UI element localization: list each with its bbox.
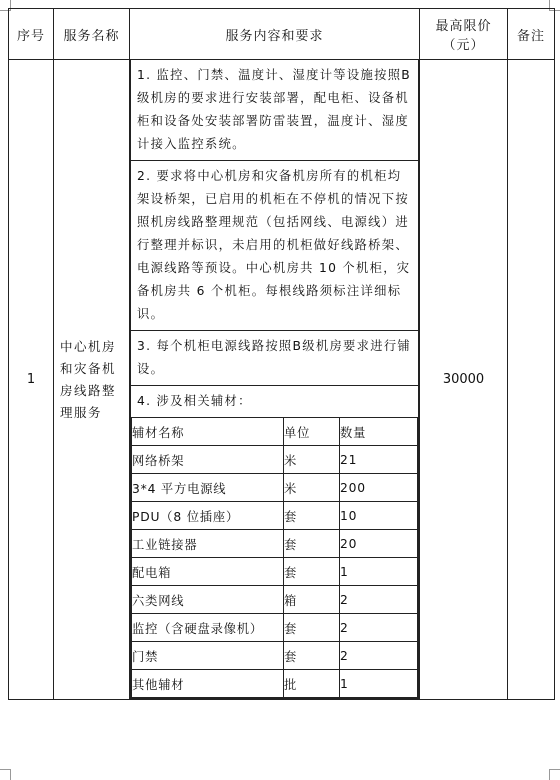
material-qty: 21 [340, 446, 418, 474]
material-row [132, 446, 418, 474]
content-item-4: 4. 涉及相关辅材： [131, 386, 419, 418]
material-name: 配电箱 [132, 558, 284, 586]
material-qty: 1 [340, 558, 418, 586]
header-remark: 备注 [508, 9, 555, 60]
material-name: 门禁 [132, 642, 284, 670]
row-seq: 1 [9, 60, 54, 700]
header-max-price [420, 9, 508, 60]
material-row [132, 642, 418, 670]
crop-mark-bottom-left [0, 769, 11, 780]
material-unit: 套 [284, 502, 340, 530]
crop-mark-bottom-right [549, 769, 560, 780]
material-row [132, 558, 418, 586]
material-unit: 箱 [284, 586, 340, 614]
materials-table [131, 418, 418, 698]
material-name: 六类网线 [132, 586, 284, 614]
material-row [132, 670, 418, 698]
document-page [8, 8, 555, 700]
header-service-name: 服务名称 [54, 9, 130, 60]
content-item-1: 1. 监控、门禁、温度计、湿度计等设施按照B级机房的要求进行安装部署，配电柜、设备机柜和设备处安装部署防雷装置，温度计、湿度计接入监控系统。 [131, 60, 419, 161]
material-row [132, 530, 418, 558]
row-remark [508, 60, 555, 700]
row-max-price: 30000 [420, 60, 508, 700]
material-unit: 套 [284, 530, 340, 558]
material-qty: 200 [340, 474, 418, 502]
materials-header-unit: 单位 [284, 418, 340, 446]
header-service-content: 服务内容和要求 [130, 9, 420, 60]
content-items [130, 60, 419, 699]
materials-header-qty: 数量 [340, 418, 418, 446]
material-qty: 2 [340, 614, 418, 642]
material-name: 网络桥架 [132, 446, 284, 474]
row-service-content [130, 60, 420, 700]
material-qty: 1 [340, 670, 418, 698]
service-table [8, 8, 555, 700]
material-row [132, 474, 418, 502]
material-unit: 套 [284, 558, 340, 586]
material-qty: 10 [340, 502, 418, 530]
material-row [132, 502, 418, 530]
content-item-2: 2. 要求将中心机房和灾备机房所有的机柜均架设桥架，已启用的机柜在不停机的情况下按照机房线路整理规范（包括网线、电源线）进行整理并标识，未启用的机柜做好线路桥架、电源线路等预设。中心机房共 10 个机柜，灾备机房共 6 个机柜。每根线路须标注详细标识。 [131, 161, 419, 331]
material-name: PDU（8 位插座） [132, 502, 284, 530]
material-row [132, 614, 418, 642]
content-item-3: 3. 每个机柜电源线路按照B级机房要求进行铺设。 [131, 331, 419, 386]
material-unit: 米 [284, 474, 340, 502]
table-header-row [9, 9, 555, 60]
material-qty: 20 [340, 530, 418, 558]
material-qty: 2 [340, 642, 418, 670]
row-service-name: 中心机房和灾备机房线路整理服务 [54, 60, 130, 700]
header-max-price-line1: 最高限价 [435, 19, 492, 34]
material-name: 3*4 平方电源线 [132, 474, 284, 502]
materials-header-name: 辅材名称 [132, 418, 284, 446]
material-name: 工业链接器 [132, 530, 284, 558]
header-seq: 序号 [9, 9, 54, 60]
material-name: 其他辅材 [132, 670, 284, 698]
material-unit: 米 [284, 446, 340, 474]
material-unit: 套 [284, 642, 340, 670]
table-row [9, 60, 555, 700]
material-qty: 2 [340, 586, 418, 614]
materials-container [131, 418, 419, 699]
material-unit: 套 [284, 614, 340, 642]
materials-header-row [132, 418, 418, 446]
material-unit: 批 [284, 670, 340, 698]
material-name: 监控（含硬盘录像机） [132, 614, 284, 642]
material-row [132, 586, 418, 614]
header-max-price-line2: （元） [442, 38, 485, 53]
